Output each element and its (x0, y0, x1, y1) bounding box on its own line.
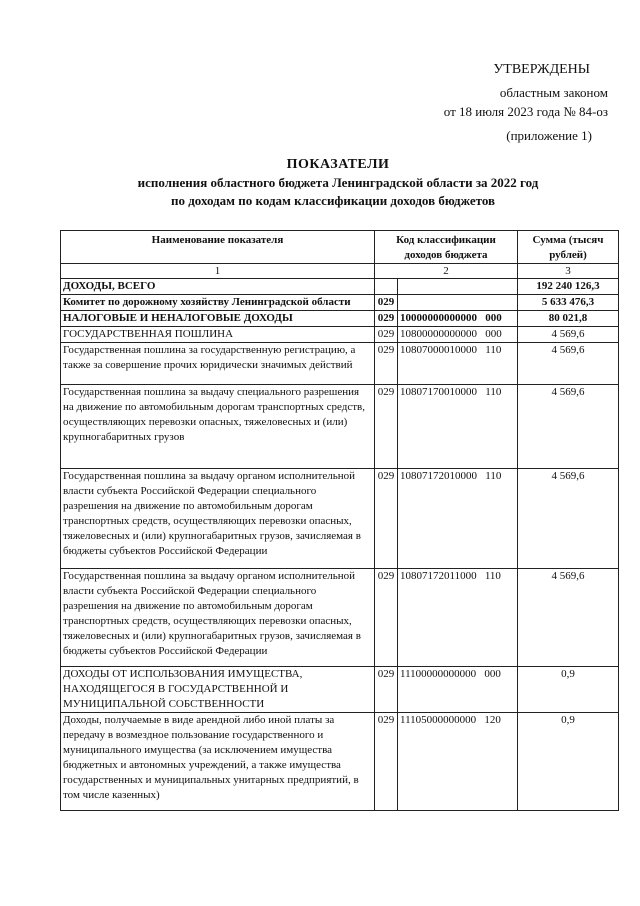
document-title (0, 156, 640, 210)
approval-title: УТВЕРЖДЕНЫ (493, 62, 590, 77)
approval-date: от 18 июля 2023 года № 84-оз (443, 104, 608, 119)
table-row (61, 327, 619, 343)
table-row (61, 569, 619, 667)
title-line-1: ПОКАЗАТЕЛИ (286, 157, 390, 172)
row-class-code: 10800000000000 000 (398, 327, 518, 343)
col-number-1: 1 (61, 264, 375, 279)
row-sum: 4 569,6 (518, 327, 619, 343)
row-sum: 4 569,6 (518, 469, 619, 569)
row-sum: 4 569,6 (518, 569, 619, 667)
row-admin-code: 029 (375, 569, 398, 667)
row-class-code: 10807000010000 110 (398, 343, 518, 385)
row-admin-code: 029 (375, 713, 398, 811)
row-name: Государственная пошлина за выдачу специального разрешения на движение по автомобильным дорогам транспортных средств, осуществляющих перевозки опасных, тяжеловесных и (или) крупногабаритных грузов (61, 385, 375, 469)
row-admin-code: 029 (375, 385, 398, 469)
row-sum: 192 240 126,3 (518, 279, 619, 295)
approval-block (348, 60, 608, 145)
table-row (61, 295, 619, 311)
row-name: НАЛОГОВЫЕ И НЕНАЛОГОВЫЕ ДОХОДЫ (61, 311, 375, 327)
row-sum: 0,9 (518, 667, 619, 713)
col-number-2: 2 (375, 264, 518, 279)
header-row (61, 231, 619, 264)
row-name: ДОХОДЫ ОТ ИСПОЛЬЗОВАНИЯ ИМУЩЕСТВА, НАХОДЯЩЕГОСЯ В ГОСУДАРСТВЕННОЙ И МУНИЦИПАЛЬНОЙ СОБСТВЕННОСТИ (61, 667, 375, 713)
column-number-row (61, 264, 619, 279)
title-line-2: исполнения областного бюджета Ленинградской области за 2022 год (137, 175, 539, 190)
row-sum: 80 021,8 (518, 311, 619, 327)
table-row (61, 385, 619, 469)
row-class-code (398, 295, 518, 311)
row-sum: 5 633 476,3 (518, 295, 619, 311)
row-name: Государственная пошлина за выдачу органом исполнительной власти субъекта Российской Федерации специального разрешения на движение по автомобильным дорогам транспортных средств, осуществляющих перевозки опасных, тяжеловесных и (или) крупногабаритных грузов, зачисляемая в бюджеты субъектов Российской Федерации (61, 569, 375, 667)
table-row (61, 343, 619, 385)
row-name: Государственная пошлина за государственную регистрацию, а также за совершение прочих юридически значимых действий (61, 343, 375, 385)
col-number-3: 3 (518, 264, 619, 279)
row-admin-code: 029 (375, 311, 398, 327)
title-line-3: по доходам по кодам классификации доходов бюджетов (170, 193, 496, 208)
table-row (61, 279, 619, 295)
row-class-code: 11100000000000 000 (398, 667, 518, 713)
row-name: ДОХОДЫ, ВСЕГО (61, 279, 375, 295)
header-sum: Сумма (тысяч рублей) (518, 231, 619, 264)
row-class-code (398, 279, 518, 295)
header-name: Наименование показателя (61, 231, 375, 264)
table-row (61, 469, 619, 569)
row-admin-code: 029 (375, 327, 398, 343)
row-sum: 4 569,6 (518, 343, 619, 385)
approval-law: областным законом (499, 85, 608, 100)
row-name: Государственная пошлина за выдачу органом исполнительной власти субъекта Российской Федерации специального разрешения на движение по автомобильным дорогам транспортных средств, осуществляющих перевозки опасных, тяжеловесных и (или) крупногабаритных грузов, зачисляемая в бюджеты субъектов Российской Федерации (61, 469, 375, 569)
row-sum: 0,9 (518, 713, 619, 811)
row-class-code: 11105000000000 120 (398, 713, 518, 811)
row-name: Комитет по дорожному хозяйству Ленинградской области (61, 295, 375, 311)
row-class-code: 10807170010000 110 (398, 385, 518, 469)
row-name: Доходы, получаемые в виде арендной либо иной платы за передачу в возмездное пользование государственного и муниципального имущества (за исключением имущества бюджетных и автономных учреждений, а также имущества государственных и муниципальных унитарных предприятий, в том числе казенных) (61, 713, 375, 811)
revenue-table (60, 230, 619, 811)
table-row (61, 713, 619, 811)
row-name: ГОСУДАРСТВЕННАЯ ПОШЛИНА (61, 327, 375, 343)
row-admin-code: 029 (375, 343, 398, 385)
row-admin-code (375, 279, 398, 295)
approval-appendix: (приложение 1) (506, 128, 592, 143)
row-admin-code: 029 (375, 295, 398, 311)
row-class-code: 10807172011000 110 (398, 569, 518, 667)
table-row (61, 667, 619, 713)
table-row (61, 311, 619, 327)
row-class-code: 10807172010000 110 (398, 469, 518, 569)
row-admin-code: 029 (375, 469, 398, 569)
row-admin-code: 029 (375, 667, 398, 713)
row-sum: 4 569,6 (518, 385, 619, 469)
header-code: Код классификации доходов бюджета (375, 231, 518, 264)
row-class-code: 10000000000000 000 (398, 311, 518, 327)
